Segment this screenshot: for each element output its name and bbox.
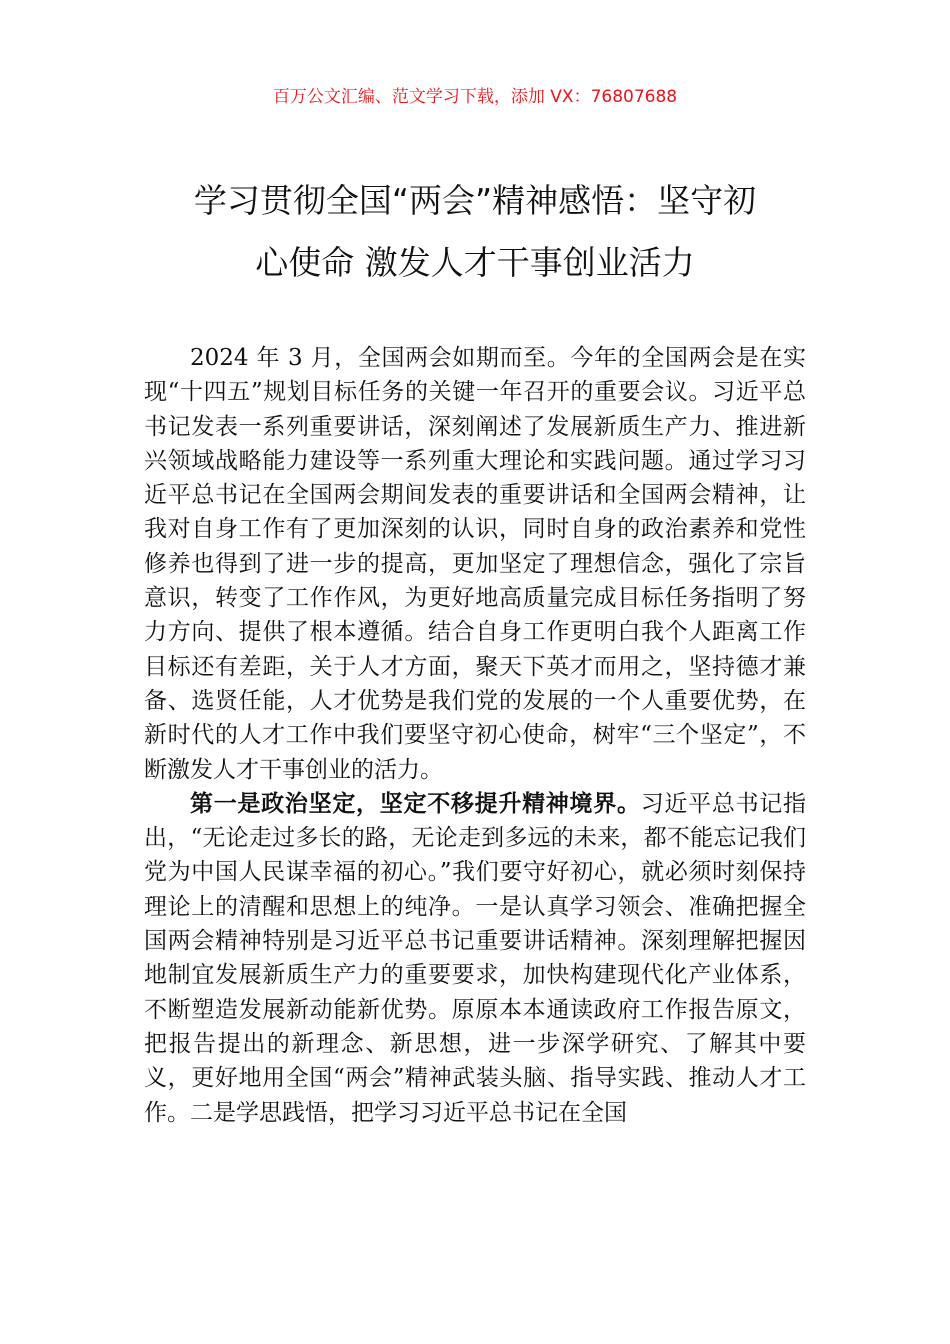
title-line-2: 心使命 激发人才干事创业活力	[255, 243, 695, 282]
title-line-1: 学习贯彻全国“两会”精神感悟：坚守初	[193, 181, 757, 220]
paragraph-first-point-lead: 第一是政治坚定，坚定不移提升精神境界。	[190, 790, 641, 817]
paragraph-first-point-text: 习近平总书记指出，“无论走过多长的路，无论走到多远的未来，都不能忘记我们党为中国人民谋幸福的初心。”我们要守好初心，就必须时刻保持理论上的清醒和思想上的纯净。一是认真学习领会、准确把握全国两会精神特别是习近平总书记重要讲话精神。深刻理解把握因地制宜发展新质生产力的重要要求，加快构建现代化产业体系，不断塑造发展新动能新优势。原原本本通读政府工作报告原文，把报告提出的新理念、新思想，进一步深学研究、了解其中要义，更好地用全国“两会”精神武装头脑、指导实践、推动人才工作。二是学思践悟，把学习习近平总书记在全国	[144, 790, 807, 1126]
paragraph-intro	[144, 341, 806, 787]
document-title	[140, 170, 810, 294]
document-body	[144, 341, 806, 1130]
paragraph-first-point	[144, 787, 806, 1130]
paragraph-intro-text: 2024 年 3 月，全国两会如期而至。今年的全国两会是在实现“十四五”规划目标任务的关键一年召开的重要会议。习近平总书记发表一系列重要讲话，深刻阐述了发展新质生产力、推进新兴领域战略能力建设等一系列重大理论和实践问题。通过学习习近平总书记在全国两会期间发表的重要讲话和全国两会精神，让我对自身工作有了更加深刻的认识，同时自身的政治素养和党性修养也得到了进一步的提高，更加坚定了理想信念，强化了宗旨意识，转变了工作作风，为更好地高质量完成目标任务指明了努力方向、提供了根本遵循。结合自身工作更明白我个人距离工作目标还有差距，关于人才方面，聚天下英才而用之，坚持德才兼备、选贤任能，人才优势是我们党的发展的一个人重要优势，在新时代的人才工作中我们要坚守初心使命，树牢“三个坚定”，不断激发人才干事创业的活力。	[144, 345, 806, 783]
header-watermark-note: 百万公文汇编、范文学习下载，添加 VX：76807688	[272, 87, 678, 107]
